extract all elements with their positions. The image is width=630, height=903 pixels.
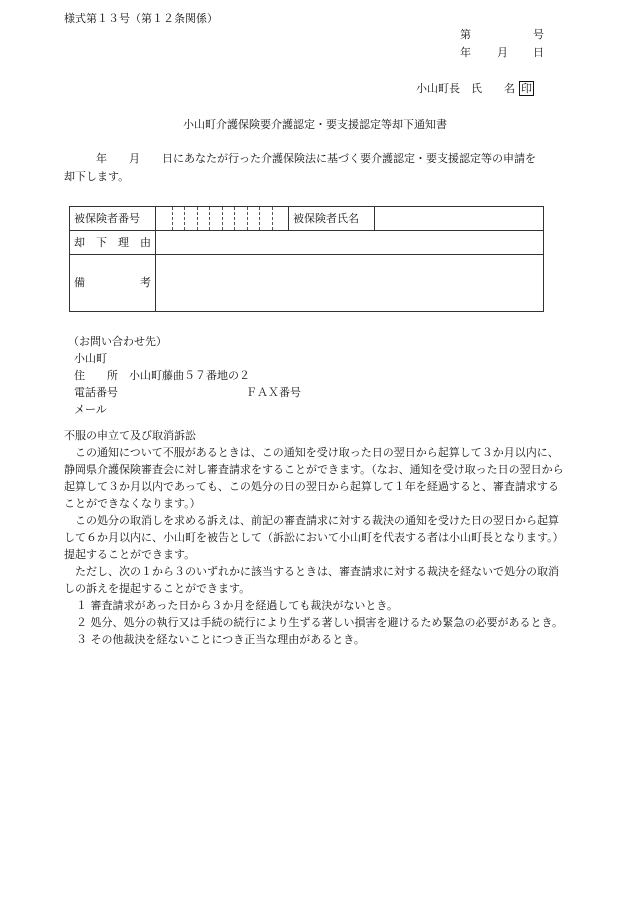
contact-office: 小山町	[74, 352, 107, 365]
phone-label: 電話番号	[74, 386, 118, 399]
appeal-paragraph-1: この通知について不服があるときは、この通知を受け取った日の翌日から起算して３か月以内に、静岡県介護保険審査会に対し審査請求をすることができます。（なお、通知を受け取った日の翌日から起算して３か月以内であっても、この処分の日の翌日から起算して１年を経過すると、審査請求することができなくなります。）	[64, 446, 564, 510]
insured-number-label: 被保険者番号	[70, 207, 156, 231]
table-row-remarks	[70, 255, 544, 312]
address-label: 住 所	[74, 369, 118, 382]
digit-box	[184, 207, 197, 230]
document-number-suffix: 号	[533, 28, 544, 41]
appeal-item-2: ２ 処分、処分の執行又は手続の続行により生ずる著しい損害を避けるため緊急の必要があるとき。	[76, 616, 564, 629]
mail-label: メール	[74, 403, 107, 416]
table-row-rejection-reason	[70, 231, 544, 255]
digit-box	[172, 207, 185, 230]
digit-box	[272, 207, 285, 230]
rejection-reason-value	[156, 231, 544, 255]
document-title: 小山町介護保険要介護認定・要支援認定等却下通知書	[183, 118, 447, 131]
table-row-insured	[70, 207, 544, 231]
digit-box	[259, 207, 272, 230]
insured-number-digit-boxes	[156, 207, 289, 231]
appeal-item-1: １ 審査請求があった日から３か月を経過しても裁決がないとき。	[76, 599, 398, 612]
date-day-label: 日	[533, 46, 544, 59]
digit-box	[247, 207, 260, 230]
form-number: 様式第１３号（第１２条関係）	[64, 12, 218, 25]
digit-box	[197, 207, 210, 230]
document-number-prefix: 第	[460, 28, 471, 41]
date-year-label: 年	[460, 46, 471, 59]
intro-text-line-1: 年 月 日にあなたが行った介護保険法に基づく要介護認定・要支援認定等の申請を	[96, 152, 536, 165]
appeal-section	[64, 427, 569, 648]
digit-box	[222, 207, 235, 230]
sender-name: 小山町長 氏 名	[416, 82, 515, 95]
digit-box	[234, 207, 247, 230]
appeal-heading: 不服の申立て及び取消訴訟	[64, 429, 196, 442]
appeal-item-3: ３ その他裁決を経ないことにつき正当な理由があるとき。	[76, 633, 365, 646]
remarks-value	[156, 255, 544, 312]
digit-box	[209, 207, 222, 230]
notice-info-table	[69, 206, 544, 312]
contact-section	[68, 333, 301, 418]
rejection-reason-label: 却 下 理 由	[70, 231, 156, 255]
sender-line	[416, 81, 534, 97]
digit-box	[160, 207, 172, 230]
address-value: 小山町藤曲５７番地の２	[129, 369, 250, 382]
fax-label: ＦＡＸ番号	[246, 386, 301, 399]
insured-name-label: 被保険者氏名	[289, 207, 375, 231]
insured-name-value	[375, 207, 544, 231]
appeal-paragraph-2: この処分の取消しを求める訴えは、前記の審査請求に対する裁決の通知を受けた日の翌日から起算して６か月以内に、小山町を被告として（訴訟において小山町を代表する者は小山町長となります。）提起することができます。	[64, 514, 564, 561]
contact-phone-row	[68, 384, 301, 401]
contact-heading: （お問い合わせ先）	[68, 335, 167, 348]
remarks-label: 備 考	[70, 255, 156, 312]
contact-address-row	[68, 367, 250, 384]
appeal-paragraph-3: ただし、次の１から３のいずれかに該当するときは、審査請求に対する裁決を経ないで処分の取消しの訴えを提起することができます。	[64, 565, 559, 595]
intro-text-line-2: 却下します。	[64, 170, 130, 183]
date-month-label: 月	[497, 46, 508, 59]
seal-mark: 印	[521, 82, 532, 95]
